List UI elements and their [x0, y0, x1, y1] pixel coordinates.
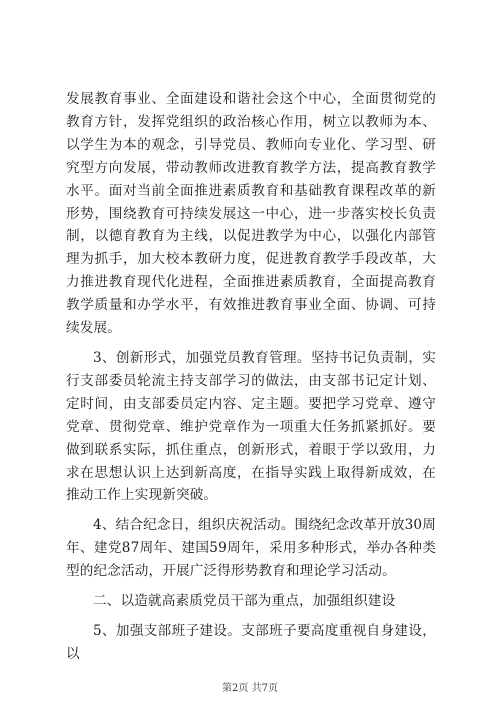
paragraph-item-4-commemoration-activities: 4、结合纪念日，组织庆祝活动。围绕纪念改革开放30周年、建党87周年、建国59周年，采用多种形式，举办各种类型的纪念活动，开展广泛得形势教育和理论学习活动。: [66, 517, 436, 580]
document-body: [66, 88, 436, 666]
paragraph-item-5-branch-committee: 5、加强支部班子建设。支部班子要高度重视自身建设，以: [66, 622, 436, 662]
page-number-footer: 第2页 共7页: [222, 683, 278, 694]
section-heading-organization-building: 二、以造就高素质党员干部为重点，加强组织建设: [93, 593, 396, 610]
paragraph-continued-education-goals: 发展教育事业、全面建设和谐社会这个中心，全面贯彻党的教育方针，发挥党组织的政治核心作用，树立以教师为本、以学生为本的观念，引导党员、教师向专业化、学习型、研究型方向发展，带动教师改进教育教学方法，提高教育教学水平。面对当前全面推进素质教育和基础教育课程改革的新形势，围绕教育可持续发展这一中心，进一步落实校长负责制，以德育教育为主线，以促进教学为中心，以强化内部管理为抓手，加大校本教研力度，促进教育教学手段改革，大力推进教育现代化进程，全面推进素质教育，全面提高教育教学质量和办学水平，有效推进教育事业全面、协调、可持续发展。: [66, 91, 436, 337]
paragraph-item-3-party-member-education: 3、创新形式，加强党员教育管理。坚持书记负责制，实行支部委员轮流主持支部学习的做法，由支部书记定计划、定时间，由支部委员定内容、定主题。要把学习党章、遵守党章、贯彻党章、维护党章作为一项重大任务抓紧抓好。要做到联系实际，抓住重点，创新形式，着眼于学以致用，力求在思想认识上达到新高度，在指导实践上取得新成效，在推动工作上实现新突破。: [66, 349, 436, 504]
